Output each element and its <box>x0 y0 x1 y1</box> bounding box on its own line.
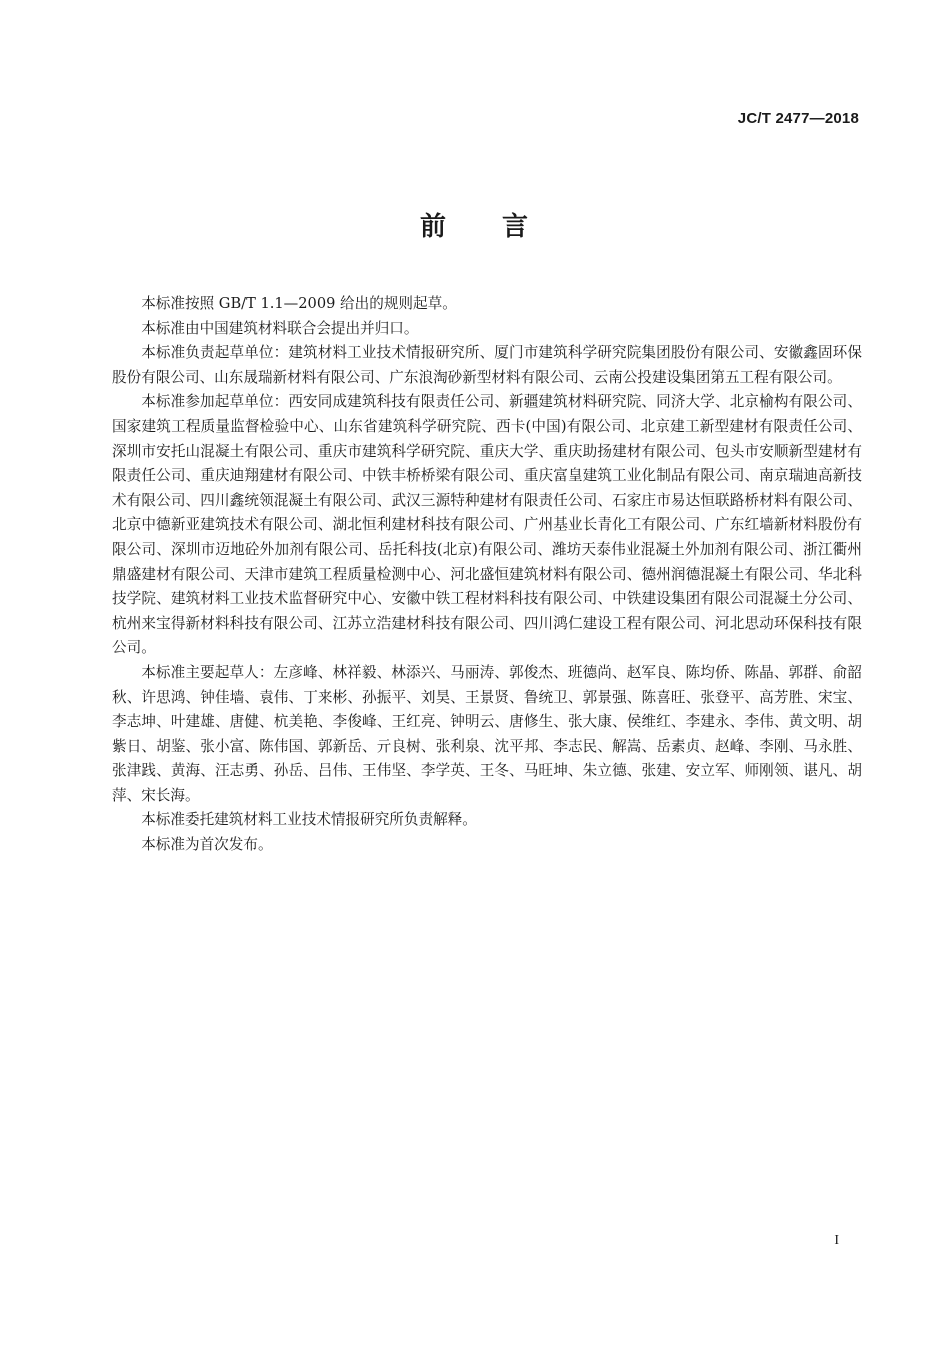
paragraph-drafting-rules: 本标准按照 GB/T 1.1—2009 给出的规则起草。 <box>141 295 457 312</box>
page-number: I <box>834 1233 839 1248</box>
paragraph-main-drafters: 本标准主要起草人：左彦峰、林祥毅、林添兴、马丽涛、郭俊杰、班德尚、赵军良、陈均侨、陈晶、郭群、俞韶秋、许思鸿、钟佳墙、袁伟、丁来彬、孙振平、刘昊、王景贤、鲁统卫、郭景强、陈喜旺、张登平、高芳胜、宋宝、李志坤、叶建雄、唐健、杭美艳、李俊峰、王红亮、钟明云、唐修生、张大康、侯维红、李建永、李伟、黄文明、胡紫日、胡鉴、张小富、陈伟国、郭新岳、亓良树、张利泉、沈平邦、李志民、解嵩、岳素贞、赵峰、李刚、马永胜、张津践、黄海、汪志勇、孙岳、吕伟、王伟坚、李学英、王冬、马旺坤、朱立德、张建、安立军、师刚领、谌凡、胡萍、宋长海。 <box>112 663 862 804</box>
title-char-1: 前 <box>419 212 448 242</box>
paragraph-interpretation: 本标准委托建筑材料工业技术情报研究所负责解释。 <box>141 811 477 829</box>
paragraph-first-release: 本标准为首次发布。 <box>141 836 273 854</box>
title-char-2: 言 <box>502 212 531 242</box>
paragraph-participating-units: 本标准参加起草单位：西安同成建筑科技有限责任公司、新疆建筑材料研究院、同济大学、北京榆构有限公司、国家建筑工程质量监督检验中心、山东省建筑科学研究院、西卡(中国)有限公司、北京建工新型建材有限责任公司、深圳市安托山混凝土有限公司、重庆市建筑科学研究院、重庆大学、重庆助扬建材有限公司、包头市安顺新型建材有限责任公司、重庆迪翔建材有限公司、中铁丰桥桥梁有限公司、重庆富皇建筑工业化制品有限公司、南京瑞迪高新技术有限公司、四川鑫统领混凝土有限公司、武汉三源特种建材有限责任公司、石家庄市易达恒联路桥材料有限公司、北京中德新亚建筑技术有限公司、湖北恒利建材科技有限公司、广州基业长青化工有限公司、广东红墙新材料股份有限公司、深圳市迈地砼外加剂有限公司、岳托科技(北京)有限公司、潍坊天泰伟业混凝土外加剂有限公司、浙江衢州鼎盛建材有限公司、天津市建筑工程质量检测中心、河北盛恒建筑材料有限公司、德州润德混凝土有限公司、华北科技学院、建筑材料工业技术监督研究中心、安徽中铁工程材料科技有限公司、中铁建设集团有限公司混凝土分公司、杭州来宝得新材料科技有限公司、江苏立浩建材科技有限公司、四川鸿仁建设工程有限公司、河北思动环保科技有限公司。 <box>112 393 862 657</box>
foreword-body <box>112 292 862 858</box>
standard-number: JC/T 2477—2018 <box>737 110 859 127</box>
paragraph-lead-drafting-units: 本标准负责起草单位：建筑材料工业技术情报研究所、厦门市建筑科学研究院集团股份有限公司、安徽鑫固环保股份有限公司、山东晟瑞新材料有限公司、广东浪淘砂新型材料有限公司、云南公投建设集团第五工程有限公司。 <box>112 344 862 386</box>
paragraph-proposer: 本标准由中国建筑材料联合会提出并归口。 <box>141 319 419 337</box>
page-title <box>0 206 950 243</box>
